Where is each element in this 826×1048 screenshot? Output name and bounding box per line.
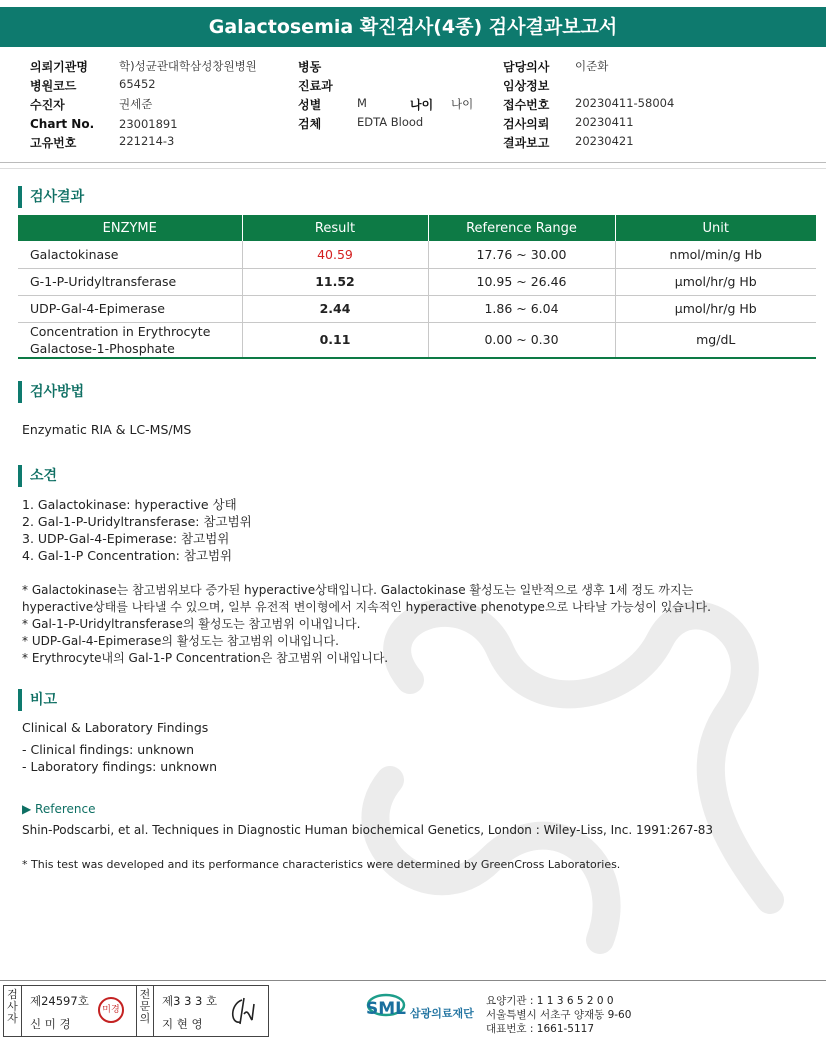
patient-label: 수진자 xyxy=(30,98,65,112)
age-label: 나이 xyxy=(410,98,434,112)
org-phone: 대표번호 : 1661-5117 xyxy=(486,1023,595,1035)
dept-label: 진료과 xyxy=(298,79,333,93)
reference-range: 0.00 ~ 0.30 xyxy=(428,322,615,358)
hospital-code-value: 65452 xyxy=(119,77,156,91)
result-value: 40.59 xyxy=(242,241,428,268)
reference-text: Shin-Podscarbi, et al. Techniques in Diagnostic Human biochemical Genetics, London : Wiley-Liss, Inc. 1991:267-83 xyxy=(22,823,714,837)
request-date-label: 검사의뢰 xyxy=(503,117,550,131)
sex-value: M xyxy=(357,96,367,110)
tester-stamp-icon: 미경 xyxy=(98,997,124,1023)
report-date-label: 결과보고 xyxy=(503,136,550,150)
finding-note: hyperactive상태를 나타낼 수 있으며, 일부 유전적 변이형에서 지속적인 hyperactive phenotype으로 나타날 가능성이 있습니다. xyxy=(22,600,711,614)
tester-name: 신 미 경 xyxy=(30,1017,71,1031)
remarks-heading: Clinical & Laboratory Findings xyxy=(22,720,209,735)
logo-text: SML xyxy=(366,999,406,1019)
footer xyxy=(0,980,826,1040)
specimen-value: EDTA Blood xyxy=(357,115,424,129)
patient-info xyxy=(0,56,826,152)
header-range: Reference Range xyxy=(428,215,615,241)
report-title: Galactosemia 확진검사(4종) 검사결과보고서 xyxy=(0,7,826,47)
reviewer-license-no: 제3 3 3 호 xyxy=(162,994,218,1008)
specimen-label: 검체 xyxy=(298,117,322,131)
enzyme-name-line2: Galactose-1-Phosphate xyxy=(30,340,175,356)
enzyme-name: UDP-Gal-4-Epimerase xyxy=(18,295,242,322)
table-row xyxy=(18,322,816,358)
enzyme-name: Galactokinase xyxy=(18,241,242,268)
institution-value: 학)성균관대학삼성창원병원 xyxy=(119,59,257,73)
table-row xyxy=(18,295,816,322)
result-value: 0.11 xyxy=(242,322,428,358)
unit: mg/dL xyxy=(615,322,816,358)
unique-no-label: 고유번호 xyxy=(30,136,77,150)
patient-value: 권세준 xyxy=(119,97,153,111)
remarks-line: - Clinical findings: unknown xyxy=(22,742,195,757)
table-row xyxy=(18,268,816,295)
doctor-label: 담당의사 xyxy=(503,60,550,74)
header-result: Result xyxy=(242,215,428,241)
result-value: 11.52 xyxy=(242,268,428,295)
reference-range: 10.95 ~ 26.46 xyxy=(428,268,615,295)
enzyme-name xyxy=(18,322,242,358)
request-date-value: 20230411 xyxy=(575,115,634,129)
chart-no-label: Chart No. xyxy=(30,117,95,131)
unit: µmol/hr/g Hb xyxy=(615,268,816,295)
chart-no-value: 23001891 xyxy=(119,117,178,131)
finding-item: 3. UDP-Gal-4-Epimerase: 참고범위 xyxy=(22,531,230,546)
results-table xyxy=(18,215,816,359)
clinical-label: 임상정보 xyxy=(503,79,550,93)
header-unit: Unit xyxy=(615,215,816,241)
sex-label: 성별 xyxy=(298,98,322,112)
results-section-title: 검사결과 xyxy=(18,186,84,208)
ward-label: 병동 xyxy=(298,60,322,74)
reference-range: 1.86 ~ 6.04 xyxy=(428,295,615,322)
receipt-no-value: 20230411-58004 xyxy=(575,96,675,110)
reviewer-label: 전문의 xyxy=(136,986,154,1036)
remarks-line: - Laboratory findings: unknown xyxy=(22,759,218,774)
method-text: Enzymatic RIA & LC-MS/MS xyxy=(22,422,192,437)
unit: µmol/hr/g Hb xyxy=(615,295,816,322)
finding-note: * Gal-1-P-Uridyltransferase의 활성도는 참고범위 이내입니다. xyxy=(22,617,361,631)
tester-license-no: 제24597호 xyxy=(30,994,89,1008)
finding-note: * Galactokinase는 참고범위보다 증가된 hyperactive상태입니다. Galactokinase 활성도는 일반적으로 생후 1세 정도 까지는 xyxy=(22,583,694,597)
enzyme-name-line1: Concentration in Erythrocyte xyxy=(30,323,211,339)
finding-item: 1. Galactokinase: hyperactive 상태 xyxy=(22,497,237,512)
reviewer-name: 지 현 영 xyxy=(162,1017,203,1031)
reference-range: 17.76 ~ 30.00 xyxy=(428,241,615,268)
report-date-value: 20230421 xyxy=(575,134,634,148)
institution-label: 의뢰기관명 xyxy=(30,60,88,74)
org-name: 삼광의료재단 xyxy=(410,1007,474,1020)
unit: nmol/min/g Hb xyxy=(615,241,816,268)
signature-icon xyxy=(226,994,262,1030)
tester-label: 검사자 xyxy=(4,986,22,1036)
header-enzyme: ENZYME xyxy=(18,215,242,241)
remarks-section-title: 비고 xyxy=(18,689,57,711)
signature-box xyxy=(3,985,269,1037)
reference-label: ▶ Reference xyxy=(22,802,96,816)
hospital-code-label: 병원코드 xyxy=(30,79,77,93)
finding-item: 4. Gal-1-P Concentration: 참고범위 xyxy=(22,548,233,563)
org-address: 서울특별시 서초구 양재동 9-60 xyxy=(486,1009,632,1021)
table-row xyxy=(18,241,816,268)
age-value: 나이 xyxy=(451,97,474,111)
enzyme-name: G-1-P-Uridyltransferase xyxy=(18,268,242,295)
findings-section-title: 소견 xyxy=(18,465,57,487)
receipt-no-label: 접수번호 xyxy=(503,98,550,112)
disclaimer: * This test was developed and its performance characteristics were determined by GreenCross Laboratories. xyxy=(22,858,621,871)
watermark-logo-icon xyxy=(300,560,820,1000)
finding-item: 2. Gal-1-P-Uridyltransferase: 참고범위 xyxy=(22,514,252,529)
doctor-value: 이준화 xyxy=(575,59,609,73)
finding-note: * UDP-Gal-4-Epimerase의 활성도는 참고범위 이내입니다. xyxy=(22,634,339,648)
finding-note: * Erythrocyte내의 Gal-1-P Concentration은 참고범위 이내입니다. xyxy=(22,651,389,665)
divider xyxy=(0,162,826,163)
unique-no-value: 221214-3 xyxy=(119,134,175,148)
result-value: 2.44 xyxy=(242,295,428,322)
org-code: 요양기관 : 1 1 3 6 5 2 0 0 xyxy=(486,995,614,1007)
method-section-title: 검사방법 xyxy=(18,381,84,403)
divider xyxy=(0,168,826,169)
